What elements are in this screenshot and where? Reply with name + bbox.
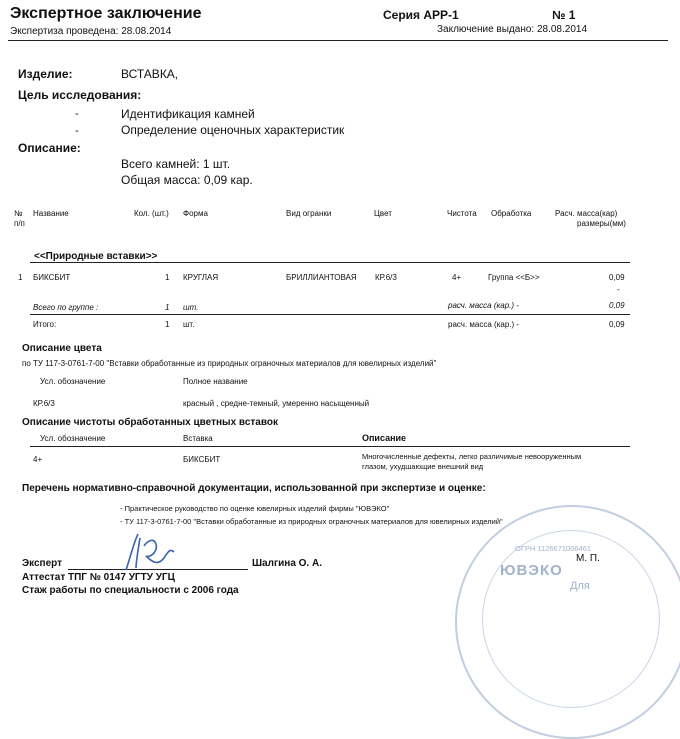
total-stones: Всего камней: 1 шт. [121, 157, 231, 171]
item-value: ВСТАВКА, [121, 67, 179, 81]
signature-scribble [118, 528, 188, 574]
col-header-name: Название [33, 209, 69, 218]
expert-name: Шалгина О. А. [252, 558, 322, 569]
row-cut: БРИЛЛИАНТОВАЯ [286, 273, 357, 282]
col-header-processing: Обработка [491, 209, 532, 218]
col-header-size: размеры(мм) [577, 219, 626, 228]
clarity-divider [30, 446, 630, 447]
color-col-code: Усл. обозначение [40, 377, 106, 386]
clarity-desc-line1: Многочисленные дефекты, легко различимые невооруженным [362, 452, 582, 461]
row-color: КР.6/3 [375, 273, 397, 282]
purpose-item: Идентификация камней [121, 107, 255, 121]
group-total-unit: шт. [183, 303, 199, 312]
group-total-label: Всего по группе : [33, 303, 99, 312]
row-shape: КРУГЛАЯ [183, 273, 219, 282]
clarity-col-desc: Описание [362, 433, 407, 443]
purpose-label: Цель исследования: [18, 88, 142, 102]
col-header-calc-mass: Расч. масса(кар) [555, 209, 618, 218]
expertise-date: Экспертиза проведена: 28.08.2014 [10, 26, 172, 37]
clarity-section-title: Описание чистоты обработанных цветных вставок [22, 417, 278, 428]
row-processing: Группа <<Б>> [488, 273, 540, 282]
header-divider [8, 40, 668, 41]
expert-label: Эксперт [22, 558, 63, 569]
row-clarity: 4+ [452, 273, 462, 282]
color-col-name: Полное название [183, 377, 248, 386]
group-total-qty: 1 [165, 303, 170, 312]
references-title: Перечень нормативно-справочной документации, использованной при экспертизе и оценке: [22, 483, 486, 494]
color-name: красный , средне-темный, умеренно насыщенный [183, 399, 370, 408]
clarity-col-code: Усл. обозначение [40, 434, 106, 443]
seal-inner-ring [482, 530, 660, 708]
document-title: Экспертное заключение [10, 5, 202, 22]
series-label: Серия АРР-1 [383, 8, 459, 22]
col-header-color: Цвет [374, 209, 392, 218]
clarity-stone: БИКСБИТ [183, 455, 221, 464]
issue-date: Заключение выдано: 28.08.2014 [437, 24, 588, 35]
color-section-standard: по ТУ 117-3-0761-7-00 "Вставки обработанные из природных ограночных материалов для ювелирных изделий" [22, 359, 437, 368]
col-header-num2: п/п [14, 219, 25, 228]
col-header-clarity: Чистота [447, 209, 477, 218]
experience: Стаж работы по специальности с 2006 года [22, 585, 239, 596]
attestat: Аттестат ТПГ № 0147 УГТУ УГЦ [22, 572, 175, 583]
reference-item: - ТУ 117-3-0761-7-00 "Вставки обработанные из природных ограночных материалов для ювелирных изделий" [120, 517, 503, 526]
stamp-place-label: М. П. [576, 553, 600, 564]
purpose-bullet: - [75, 108, 79, 120]
stamp-brand: ЮВЭКО [500, 562, 563, 579]
stamp-ogrn: ОГРН 1126671006461 [515, 544, 592, 553]
reference-item: - Практическое руководство по оценке ювелирных изделий фирмы "ЮВЭКО" [120, 504, 390, 513]
total-unit: шт. [183, 320, 195, 329]
document-number: № 1 [552, 8, 576, 22]
clarity-code: 4+ [33, 455, 43, 464]
description-label: Описание: [18, 141, 81, 155]
col-header-num: № [14, 209, 23, 218]
clarity-desc-line2: глазом, ухудшающие внешний вид [362, 462, 484, 471]
total-mass: Общая масса: 0,09 кар. [121, 173, 253, 187]
purpose-bullet: - [75, 125, 79, 137]
stamp-word: Для [570, 580, 590, 592]
clarity-col-stone: Вставка [183, 434, 213, 443]
row-mass: 0,09 [609, 273, 625, 282]
group-total-mass: 0,09 [609, 301, 625, 310]
purpose-item: Определение оценочных характеристик [121, 123, 345, 137]
total-divider [30, 314, 630, 315]
row-num: 1 [18, 273, 23, 282]
total-mass: 0,09 [609, 320, 625, 329]
row-name: БИКСБИТ [33, 273, 71, 282]
row-qty: 1 [165, 273, 170, 282]
col-header-qty: Кол. (шт.) [134, 209, 169, 218]
col-header-cut: Вид огранки [286, 209, 332, 218]
total-qty: 1 [165, 320, 170, 329]
group-total-mass-label: расч. масса (кар.) - [448, 301, 519, 310]
group-divider [30, 262, 630, 263]
total-label: Итого: [33, 320, 57, 329]
color-section-title: Описание цвета [22, 343, 102, 354]
col-header-shape: Форма [183, 209, 208, 218]
color-code: КР.6/3 [33, 399, 55, 408]
row-size: - [617, 285, 620, 294]
group-title: <<Природные вставки>> [34, 251, 158, 262]
item-label: Изделие: [18, 67, 73, 81]
total-mass-label: расч. масса (кар.) - [448, 320, 520, 329]
